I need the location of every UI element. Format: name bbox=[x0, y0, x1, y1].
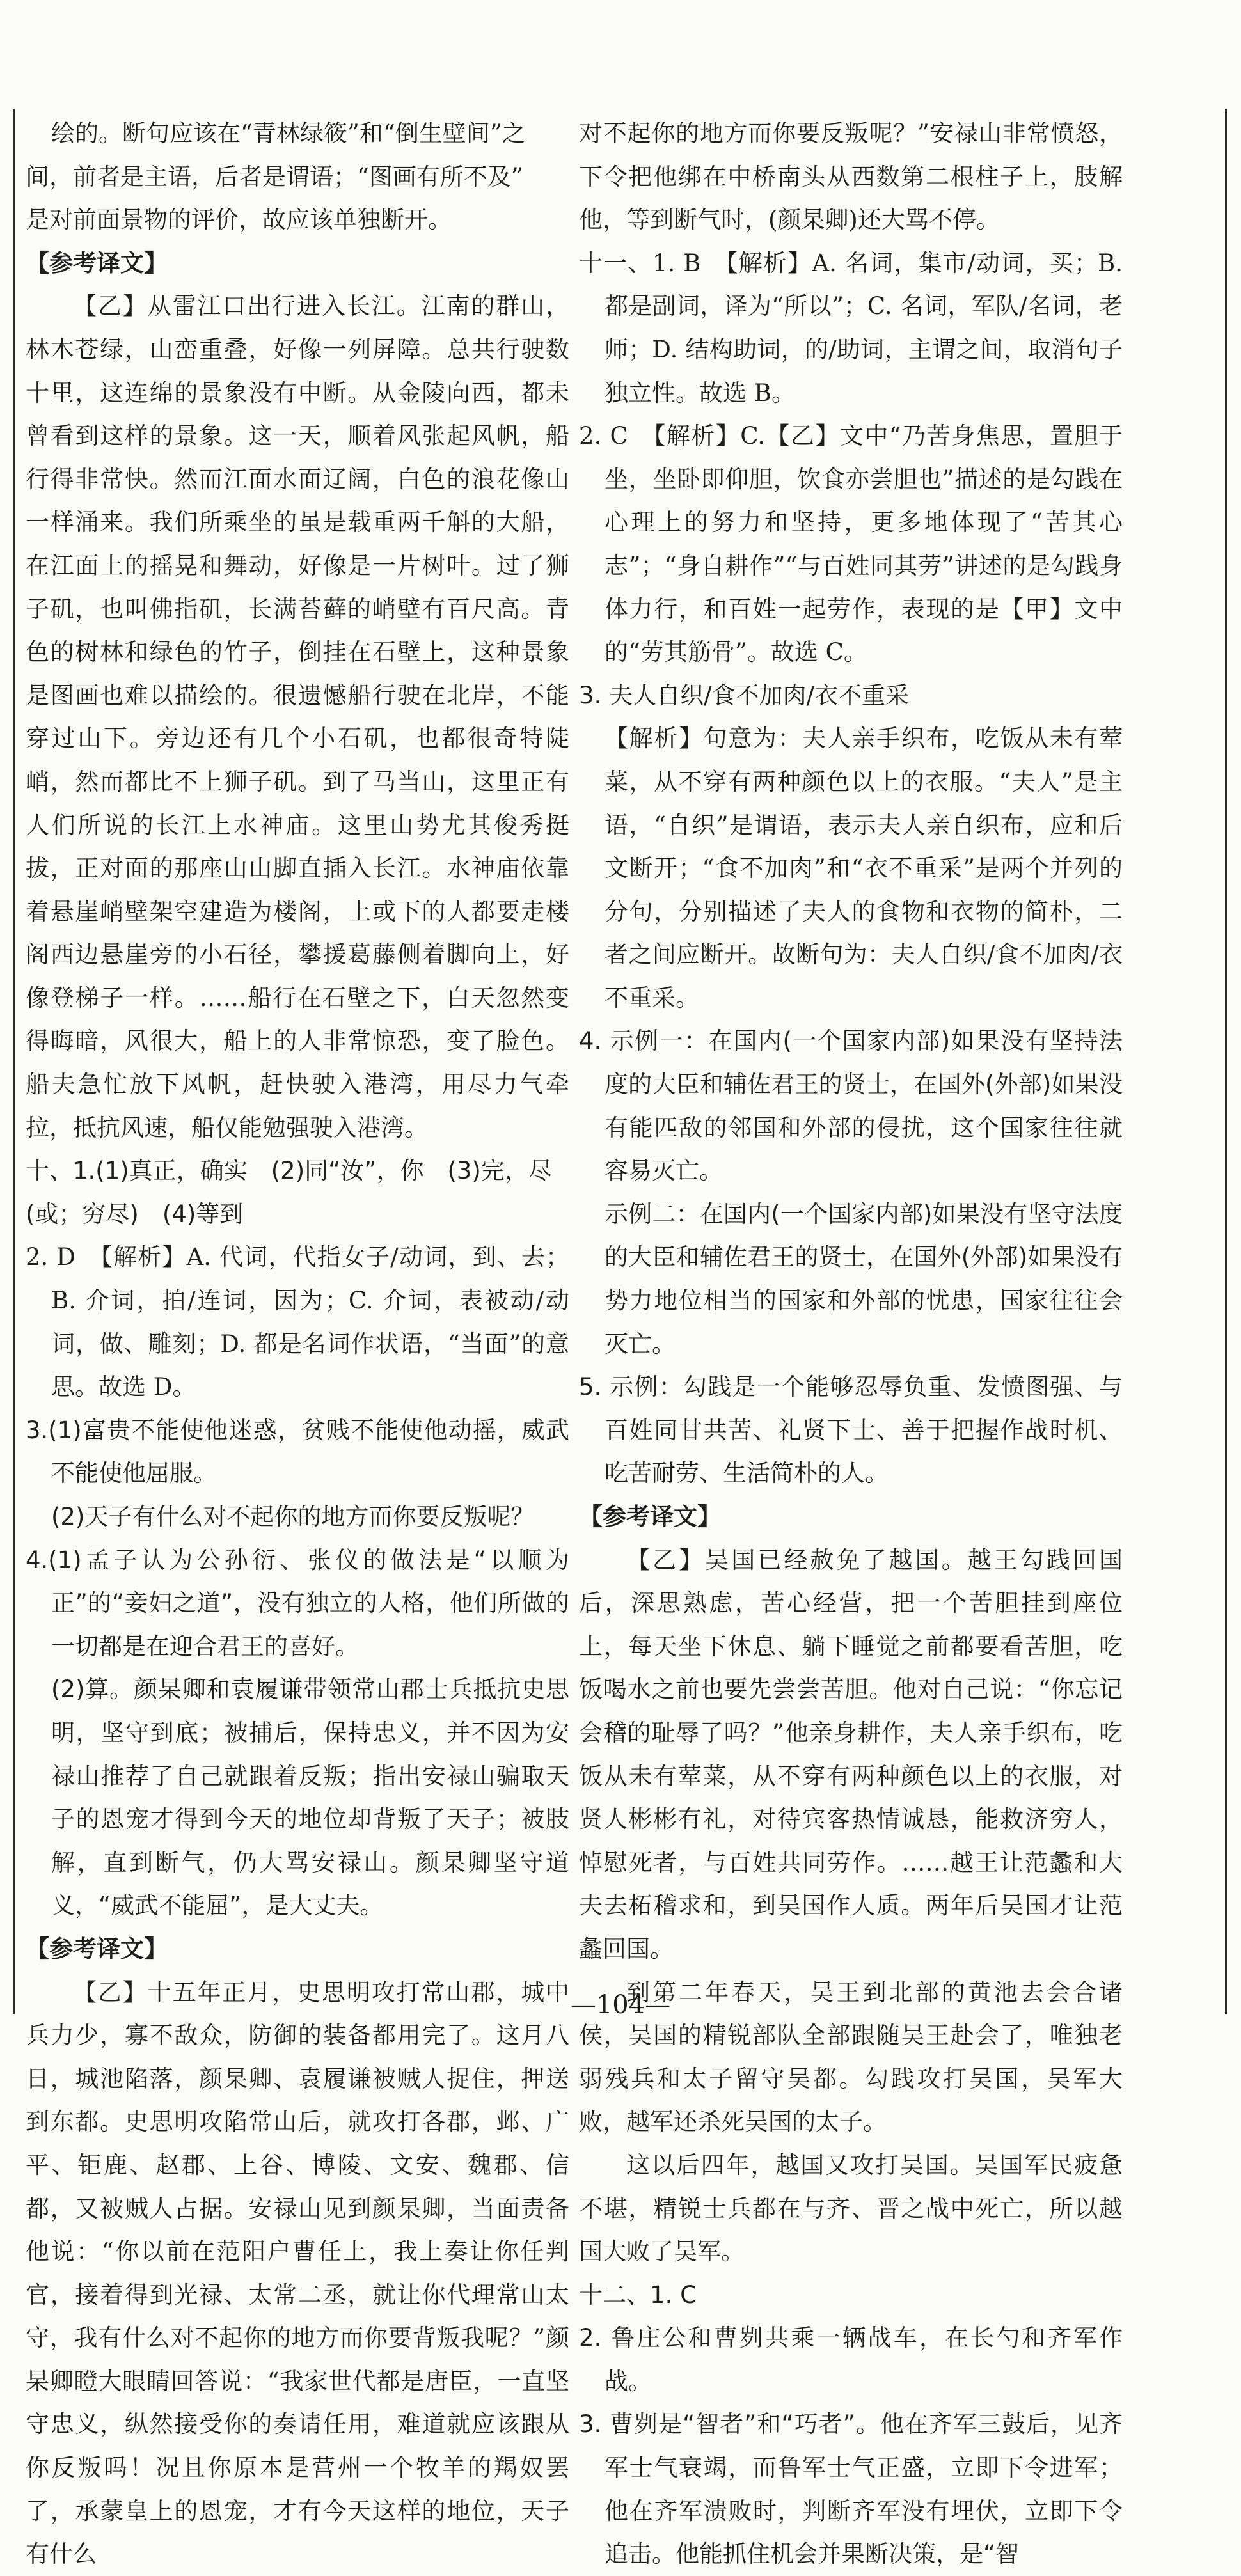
section-10-answer-1: 十、1.(1)真正，确实 (2)同“汝”，你 (3)完，尽 bbox=[26, 1157, 552, 1185]
section-11-answer-3: 3. 夫人自织/食不加肉/衣不重采 bbox=[579, 681, 909, 709]
reference-translation-heading: 【参考译文】 bbox=[26, 1935, 168, 1963]
section-11-answer-2: 2. C 【解析】C.【乙】文中“乃苦身焦思，置胆于坐，坐卧即仰胆，饮食亦尝胆也”描述的是勾践在心理上的努力和坚持，更多地体现了“苦其心志”；“身自耕作”“与百姓同其劳”讲述的是勾践身体力行，和百姓一起劳作，表现的是【甲】文中的“劳其筋骨”。故选 C。 bbox=[579, 422, 1123, 666]
page-number: —104— bbox=[570, 1990, 671, 2020]
section-11-answer-5: 5. 示例：勾践是一个能够忍辱负重、发愤图强、与百姓同甘共苦、礼贤下士、善于把握作战时机、吃苦耐劳、生活简朴的人。 bbox=[579, 1373, 1123, 1488]
reference-translation-text: 【乙】十五年正月，史思明攻打常山郡，城中兵力少，寡不敌众，防御的装备都用完了。这月八日，城池陷落，颜杲卿、袁履谦被贼人捉住，押送到东都。史思明攻陷常山后，就攻打各郡，邺、广平、钜鹿、赵郡、上谷、博陵、文安、魏郡、信都，又被贼人占据。安禄山见到颜杲卿，当面责备他说：“你以前在范阳户曹任上，我上奏让你任判官，接着得到光禄、太常二丞，就让你代理常山太守，我有什么对不起你的地方而你要背叛我呢？”颜杲卿瞪大眼睛回答说：“我家世代都是唐臣，一直坚守忠义，纵然接受你的奏请任用，难道就应该跟从你反叛吗！况且你原本是营州一个牧羊的羯奴罢了，承蒙皇上的恩宠，才有今天这样的地位，天子有什么 bbox=[26, 1978, 569, 2568]
section-11-answer-4-example-1: 4. 示例一：在国内(一个国家内部)如果没有坚持法度的大臣和辅佐君王的贤士，在国外(外部)如果没有能匹敌的邻国和外部的侵扰，这个国家往往就容易灭亡。 bbox=[579, 1027, 1123, 1185]
reference-translation-text: 【乙】从雷江口出行进入长江。江南的群山，林木苍绿，山峦重叠，好像一列屏障。总共行驶数十里，这连绵的景象没有中断。从金陵向西，都未曾看到这样的景象。这一天，顺着风张起风帆，船行得非常快。然而江面水面辽阔，白色的浪花像山一样涌来。我们所乘坐的虽是载重两千斛的大船，在江面上的摇晃和舞动，好像是一片树叶。过了狮子矶，也叫佛指矶，长满苔藓的峭壁有百尺高。青色的树林和绿色的竹子，倒挂在石壁上，这种景象是图画也难以描绘的。很遗憾船行驶在北岸，不能穿过山下。旁边还有几个小石矶，也都很奇特陡峭，然而都比不上狮子矶。到了马当山，这里正有人们所说的长江上水神庙。这里山势尤其俊秀挺拔，正对面的那座山山脚直插入长江。水神庙依靠着悬崖峭壁架空建造为楼阁，上或下的人都要走楼阁西边悬崖旁的小石径，攀援葛藤侧着脚向上，好像登梯子一样。……船行在石壁之下，白天忽然变得晦暗，风很大，船上的人非常惊恐，变了脸色。船夫急忙放下风帆，赶快驶入港湾，用尽力气牵拉，抵抗风速，船仅能勉强驶入港湾。 bbox=[26, 292, 569, 1142]
right-border-rule bbox=[1225, 109, 1227, 2014]
section-10-answer-1-cont: (或；穷尽) (4)等到 bbox=[26, 1200, 244, 1228]
reference-translation-text: 【乙】吴国已经赦免了越国。越王勾践回国后，深思熟虑，苦心经营，把一个苦胆挂到座位上，每天坐下休息、躺下睡觉之前都要看苦胆，吃饭喝水之前也要先尝尝苦胆。他对自己说：“你忘记会稽的耻辱了吗？”他亲身耕作，夫人亲手织布，吃饭从未有荤菜，从不穿有两种颜色以上的衣服，对贤人彬彬有礼，对待宾客热情诚恳，能救济穷人，悼慰死者，与百姓共同劳作。……越王让范蠡和大夫去柘稽求和，到吴国作人质。两年后吴国才让范蠡回国。 bbox=[579, 1546, 1123, 1963]
text-line: 绘的。断句应该在“青林绿筱”和“倒生壁间”之 bbox=[51, 120, 526, 147]
section-10-answer-4-2: (2)算。颜杲卿和袁履谦带领常山郡士兵抵抗史思明，坚守到底；被捕后，保持忠义，并不因为安禄山推荐了自己就跟着反叛；指出安禄山骗取天子的恩宠才得到今天的地位却背叛了天子；被肢解，直到断气，仍大骂安禄山。颜杲卿坚守道义，“威武不能屈”，是大丈夫。 bbox=[51, 1676, 569, 1920]
section-10-answer-2: 2. D 【解析】A. 代词，代指女子/动词，到、去；B. 介词，拍/连词，因为；C. 介词，表被动/动词，做、雕刻；D. 都是名词作状语，“当面”的意思。故选 D。 bbox=[26, 1243, 569, 1401]
section-10-answer-4-1: 4.(1)孟子认为公孙衍、张仪的做法是“以顺为正”的“妾妇之道”，没有独立的人格，他们所做的一切都是在迎合君王的喜好。 bbox=[26, 1546, 569, 1660]
reference-translation-text: 这以后四年，越国又攻打吴国。吴国军民疲惫不堪，精锐士兵都在与齐、晋之战中死亡，所以越国大败了吴军。 bbox=[579, 2151, 1123, 2266]
section-11-answer-4-example-2: 示例二：在国内(一个国家内部)如果没有坚守法度的大臣和辅佐君王的贤士，在国外(外部)如果没有势力地位相当的国家和外部的忧患，国家往往会灭亡。 bbox=[605, 1200, 1123, 1358]
right-column bbox=[579, 112, 1123, 2576]
section-12-answer-1: 十二、1. C bbox=[579, 2281, 697, 2309]
section-11-answer-1: 十一、1. B 【解析】A. 名词，集市/动词，买；B. 都是副词，译为“所以”；C. 名词，军队/名词，老师；D. 结构助词，的/助词，主谓之间，取消句子独立性。故选 B。 bbox=[579, 249, 1123, 407]
text-line: 对不起你的地方而你要反叛呢？”安禄山非常愤怒，下令把他绑在中桥南头从西数第二根柱子上，肢解他，等到断气时，(颜杲卿)还大骂不停。 bbox=[579, 120, 1123, 234]
reference-translation-heading: 【参考译文】 bbox=[26, 249, 168, 277]
left-border-rule bbox=[13, 109, 15, 2014]
text-line: 间，前者是主语，后者是谓语；“图画有所不及” bbox=[26, 162, 523, 191]
left-column bbox=[26, 112, 569, 2576]
reference-translation-text: 到第二年春天，吴王到北部的黄池去会合诸侯，吴国的精锐部队全部跟随吴王赴会了，唯独老弱残兵和太子留守吴都。勾践攻打吴国，吴军大败，越军还杀死吴国的太子。 bbox=[579, 1978, 1123, 2136]
reference-translation-heading: 【参考译文】 bbox=[579, 1503, 721, 1530]
text-line: 是对前面景物的评价，故应该单独断开。 bbox=[26, 206, 452, 234]
section-12-answer-3: 3. 曹刿是“智者”和“巧者”。他在齐军三鼓后，见齐军士气衰竭，而鲁军士气正盛，立即下令进军；他在齐军溃败时，判断齐军没有埋伏，立即下令追击。他能抓住机会并果断决策，是“智 bbox=[579, 2410, 1123, 2568]
section-10-answer-3-1: 3.(1)富贵不能使他迷惑，贫贱不能使他动摇，威武不能使他屈服。 bbox=[26, 1416, 569, 1488]
section-10-answer-3-2: (2)天子有什么对不起你的地方而你要反叛呢？ bbox=[51, 1503, 535, 1530]
section-12-answer-2: 2. 鲁庄公和曹刿共乘一辆战车，在长勺和齐军作战。 bbox=[579, 2324, 1123, 2395]
section-11-answer-3-analysis: 【解析】句意为：夫人亲手织布，吃饭从未有荤菜，从不穿有两种颜色以上的衣服。“夫人”是主语，“自织”是谓语，表示夫人亲自织布，应和后文断开；“食不加肉”和“衣不重采”是两个并列的分句，分别描述了夫人的食物和衣物的简朴，二者之间应断开。故断句为：夫人自织/食不加肉/衣不重采。 bbox=[605, 725, 1123, 1012]
